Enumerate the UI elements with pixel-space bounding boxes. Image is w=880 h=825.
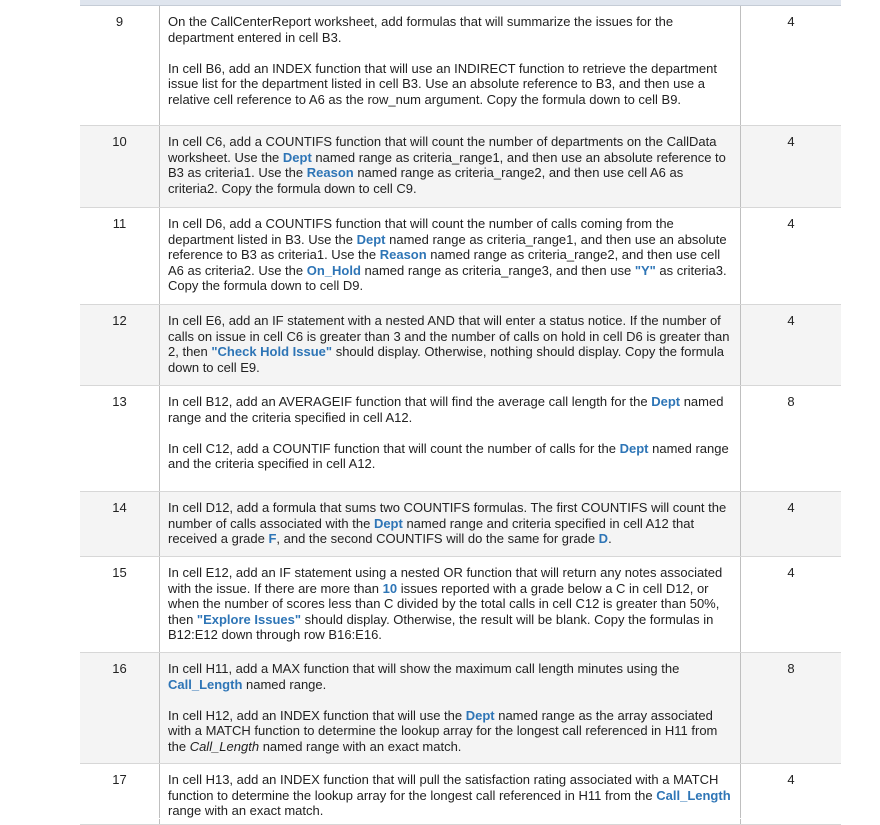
text-segment: In cell E12, add an IF statement using a nested OR function that will return any notes associated with the issue. If there are more than [168,565,723,596]
step-description [159,208,741,304]
step-number: 15 [112,565,127,580]
text-segment: In cell B12, add an AVERAGEIF function that will find the average call length for the [168,394,652,409]
keyword-highlight: Reason [379,247,427,262]
keyword-highlight: Dept [651,394,681,409]
text-segment: issues reported with a grade below a C in cell D12, or when the number of scores less than C divided by the total calls in cell C12 is greater than 50%, then [168,580,720,627]
step-description [159,653,741,763]
keyword-highlight: 10 [382,580,398,596]
text-segment: named range as criteria_range3, and then use [360,262,635,278]
text-segment: named range and the criteria specified in cell A12. [168,394,724,425]
text-segment: In cell H13, add an INDEX function that will pull the satisfaction rating associated with a MATCH function to determine the lookup array for the longest call referenced in H11 from the [168,772,719,803]
text-segment: named range as the array associated with a MATCH function to determine the lookup array for the longest call referenced in H11 from the [168,707,718,754]
table-row [80,764,841,825]
step-points: 4 [787,565,795,580]
text-segment: In cell C6, add a COUNTIFS function that will count the number of departments on the CallData worksheet. Use the [168,134,717,165]
text-segment: In cell H11, add a MAX function that will show the maximum call length minutes using the [168,661,680,676]
description-paragraph [168,14,732,45]
keyword-highlight: Call_Length [656,787,731,803]
text-segment: range with an exact match. [168,803,324,818]
step-number: 11 [112,216,127,231]
description-paragraph [168,661,732,692]
step-number: 14 [112,500,127,515]
table-row [80,305,841,386]
keyword-highlight: Dept [356,231,386,247]
text-segment: In cell B6, add an INDEX function that will use an INDIRECT function to retrieve the department issue list for the department listed in cell B3. Use an absolute reference to B3, and then use a relative cell reference to A6 as the row_num argument. Copy the formula down to cell B9. [168,60,717,107]
text-segment: In cell D6, add a COUNTIFS function that will count the number of calls coming from the department listed in B3. Use the [168,216,674,247]
keyword-highlight: "Y" [634,262,656,278]
text-segment: named range as criteria_range2, and then use cell A6 as criteria2. Copy the formula down to cell C9. [168,165,684,196]
text-segment: named range. [242,676,327,692]
description-paragraph [168,565,732,643]
step-points: 8 [787,661,795,676]
step-points: 4 [787,500,795,515]
text-segment: should display. Otherwise, nothing should display. Copy the formula down to cell E9. [168,344,724,375]
step-number: 17 [112,772,127,787]
step-number: 16 [112,661,127,676]
step-description [159,126,741,207]
table-row [80,208,841,305]
text-segment: On the CallCenterReport worksheet, add formulas that will summarize the issues for the department entered in cell B3. [168,14,674,45]
step-number: 13 [112,394,127,409]
step-points: 8 [787,394,795,409]
text-segment: In cell H12, add an INDEX function that will use the [168,707,466,723]
text-segment: In cell E6, add an IF statement with a nested AND that will enter a status notice. If the number of calls on issue in cell C6 is greater than 3 and the number of calls on hold in cell D6 is greater than 2, then [168,313,730,359]
description-paragraph [168,772,732,819]
description-paragraph [168,394,732,425]
text-segment: , and the second COUNTIFS will do the same for grade [276,531,599,546]
table-row [80,126,841,208]
step-description [159,557,741,652]
keyword-highlight: Dept [465,707,495,723]
step-points: 4 [787,313,795,328]
keyword-highlight: "Explore Issues" [196,611,302,627]
step-number: 12 [112,313,127,328]
description-paragraph [168,61,732,108]
text-segment: In cell D12, add a formula that sums two COUNTIFS formulas. The first COUNTIFS will count the number of calls associated with the [168,500,727,531]
text-segment: named range as criteria_range2, and then use cell A6 as criteria2. Use the [168,247,721,278]
step-description [159,6,741,125]
description-paragraph [168,134,732,196]
text-segment: named range and the criteria specified in cell A12. [168,440,729,471]
description-paragraph [168,216,732,294]
instructions-table [80,6,841,825]
text-segment: should display. Otherwise, the result will be blank. Copy the formulas in B12:E12 down through row B16:E16. [168,611,714,642]
step-points: 4 [787,134,795,149]
step-description [159,386,741,491]
keyword-highlight: "Check Hold Issue" [211,344,333,359]
step-number: 9 [115,14,124,29]
step-points: 4 [787,772,795,787]
keyword-highlight: Call_Length [168,676,243,692]
keyword-highlight: Dept [373,515,403,531]
keyword-highlight: F [268,531,277,546]
italic-text: Call_Length [189,738,260,754]
keyword-highlight: Dept [282,149,312,165]
keyword-highlight: Reason [306,165,354,180]
description-paragraph [168,500,732,547]
text-segment: named range with an exact match. [259,738,462,754]
table-row [80,653,841,764]
table-row [80,386,841,492]
description-paragraph [168,708,732,755]
text-segment: In cell C12, add a COUNTIF function that will count the number of calls for the [168,440,620,456]
keyword-highlight: D [598,531,609,546]
table-row [80,492,841,557]
text-segment: as criteria3. Copy the formula down to cell D9. [168,262,727,293]
keyword-highlight: Dept [619,440,649,456]
description-paragraph [168,441,732,472]
step-description [159,764,741,824]
step-points: 4 [787,14,795,29]
step-description [159,305,741,385]
text-segment: named range as criteria_range1, and then use an absolute reference to B3 as criteria1. Use the [168,231,727,262]
table-row [80,557,841,653]
step-number: 10 [112,134,127,149]
step-description [159,492,741,556]
text-segment: named range as criteria_range1, and then use an absolute reference to B3 as criteria1. Use the [168,149,726,180]
text-segment: . [608,531,612,546]
keyword-highlight: On_Hold [306,262,361,278]
description-paragraph [168,313,732,375]
table-row [80,6,841,126]
text-segment: named range and criteria specified in cell A12 that received a grade [168,515,695,546]
step-points: 4 [787,216,795,231]
